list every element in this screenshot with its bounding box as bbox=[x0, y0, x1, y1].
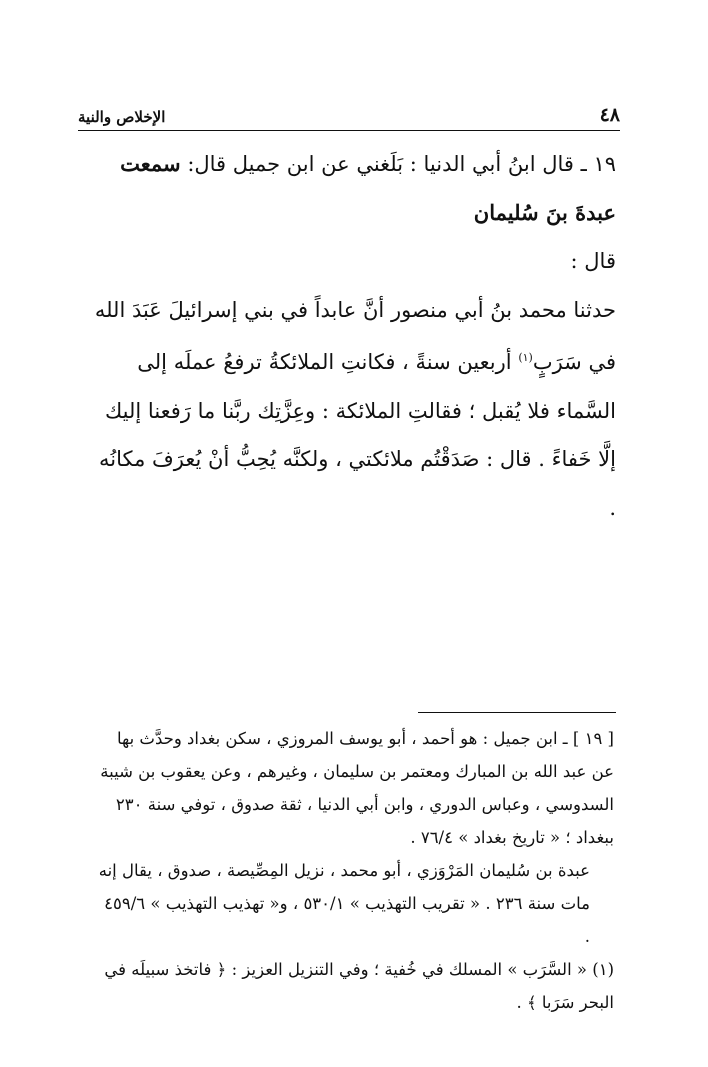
entry-qala: قال : bbox=[570, 249, 616, 273]
footnote-19: [ ١٩ ] ـ ابن جميل : هو أحمد ، أبو يوسف المروزي ، سكن بغداد وحدَّث بها عن عبد الله بن المبارك ومعتمر بن سليمان ، وغيرهم ، وعن يعقوب بن شيبة السدوسي ، وعباس الدوري ، وابن أبي الدنيا ، ثقة صدوق ، توفي سنة ٢٣٠ ببغداد ؛ « تاريخ بغداد » ٧٦/٤ . bbox=[100, 729, 614, 847]
entry-lead-paragraph bbox=[86, 140, 616, 237]
running-title: الإخلاص والنية bbox=[78, 108, 166, 126]
footnote-1: (١) « السَّرَب » المسلك في خُفية ؛ وفي التنزيل العزيز : ﴿ فاتخذ سبيلَه في البحر سَرَبا ﴾ . bbox=[104, 960, 614, 1012]
footnotes bbox=[98, 722, 614, 1019]
entry-lead: ١٩ ـ قال ابنُ أبي الدنيا : بَلَغني عن ابن جميل قال: bbox=[187, 152, 616, 176]
entry-body-paragraph bbox=[86, 286, 616, 533]
entry-body-cont: أربعين سنةً ، فكانتِ الملائكةُ ترفعُ عملَه إلى السَّماء فلا يُقبل ؛ فقالتِ الملائكة : وعِزَّتِك ربَّنا ما رَفعنا إليك إلَّا خَفاءً . قال : صَدَقْتُم ملائكتي ، ولكنَّه يُحِبُّ أنْ يُعرَفَ مكانُه . bbox=[99, 350, 616, 520]
header-rule bbox=[78, 130, 620, 131]
entry-body: حدثنا محمد بنُ أبي منصور أنَّ عابداً في بني إسرائيلَ عَبَدَ الله في سَرَبٍ bbox=[94, 297, 616, 374]
entry-lead-bold: سمعت عبدةَ بنَ سُليمان bbox=[120, 151, 616, 225]
page-header bbox=[78, 100, 620, 126]
main-text bbox=[86, 140, 616, 532]
page-number: ٤٨ bbox=[599, 104, 620, 126]
footnote-marker: (١) bbox=[518, 351, 533, 364]
footnote-rule bbox=[418, 712, 616, 713]
footnote-abda: عبدة بن سُليمان المَرْوَزي ، أبو محمد ، نزيل المِصِّيصة ، صدوق ، يقال إنه مات سنة ٢٣٦ . « تقريب التهذيب » ٥٣٠/١ ، و« تهذيب التهذيب » ٤٥٩/٦ . bbox=[98, 861, 590, 946]
